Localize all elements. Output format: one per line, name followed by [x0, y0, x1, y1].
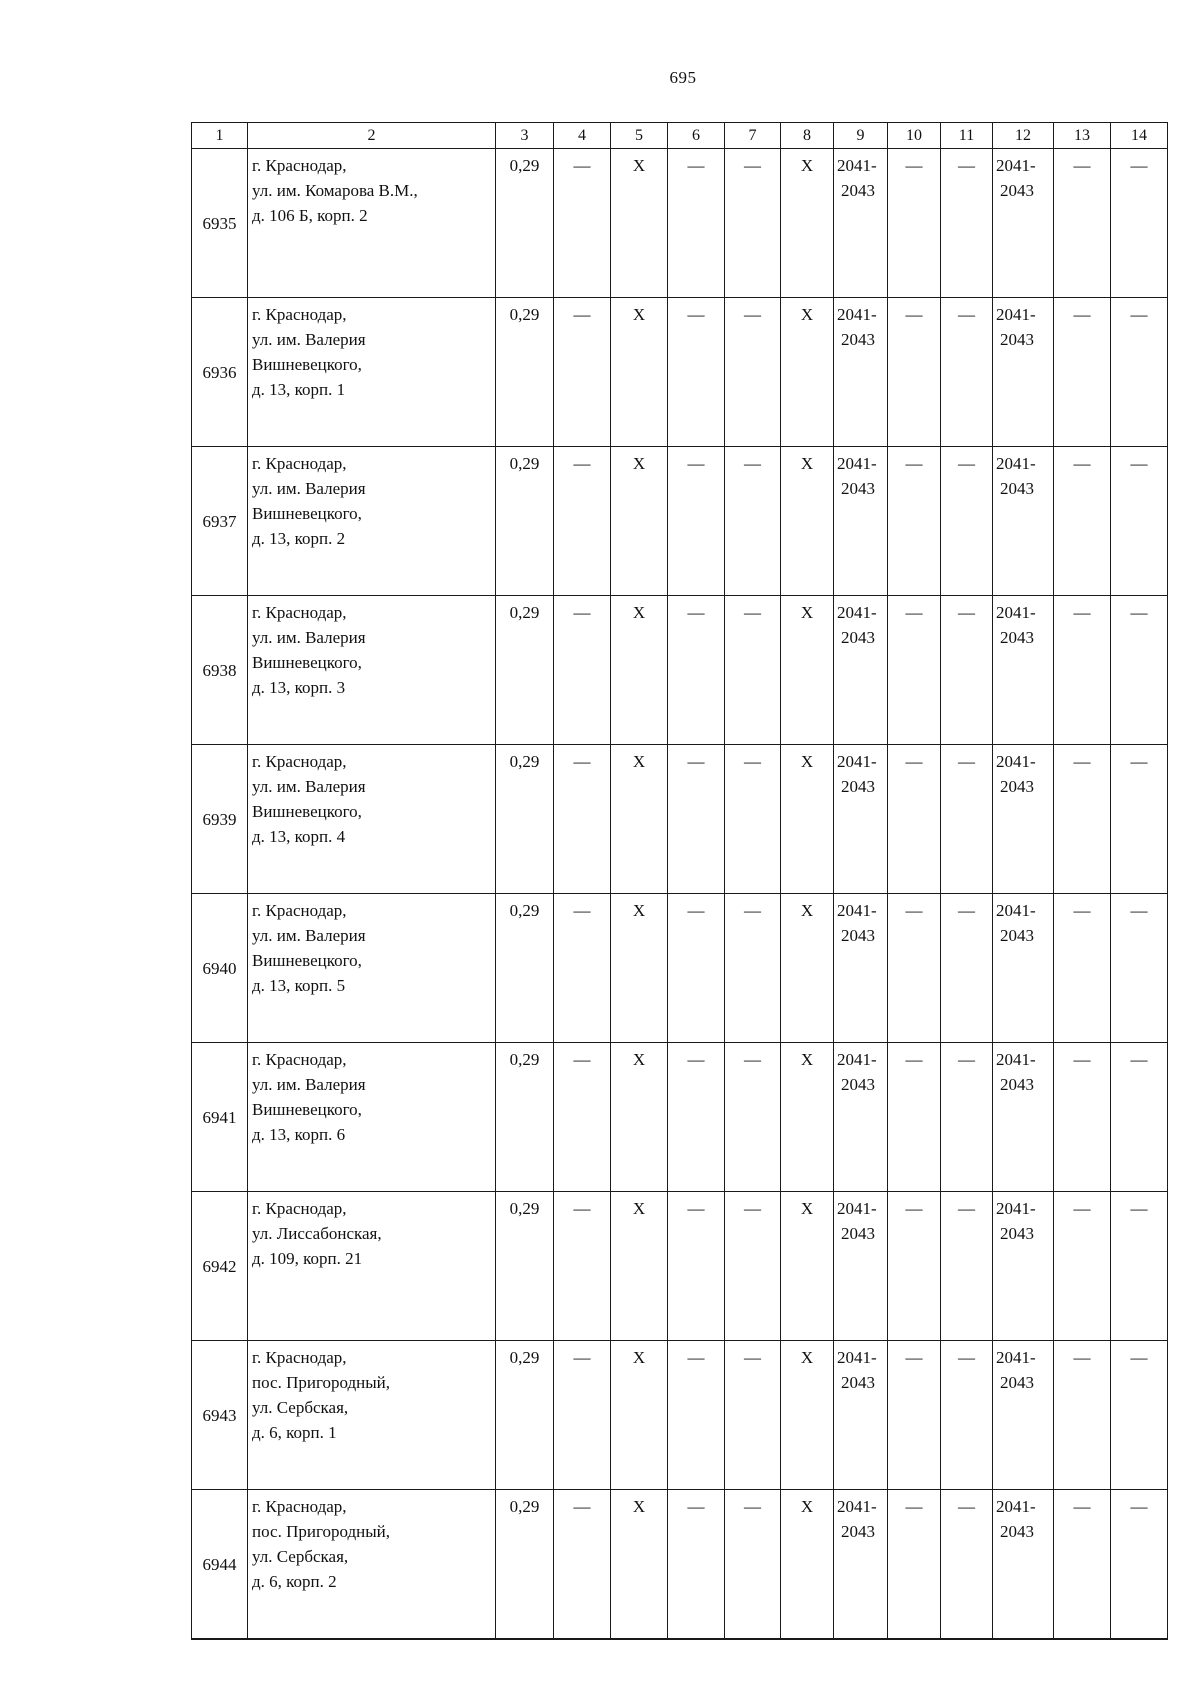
address-line: Вишневецкого,	[252, 355, 362, 374]
period-end: 2043	[841, 777, 875, 796]
address-line: д. 109, корп. 21	[252, 1249, 363, 1268]
address-line: Вишневецкого,	[252, 1100, 362, 1119]
row-number: 6936	[192, 298, 248, 447]
column-header-7: 7	[725, 123, 781, 149]
cell-c8: Х	[781, 447, 834, 596]
cell-c5: Х	[611, 745, 668, 894]
address-line: г. Краснодар,	[252, 305, 347, 324]
cell-c14: —	[1111, 1043, 1168, 1192]
period-cell-col9	[834, 1043, 888, 1192]
cell-c7: —	[725, 894, 781, 1043]
period-cell-col12	[993, 1490, 1054, 1640]
cell-c3: 0,29	[496, 745, 554, 894]
table-row	[192, 1490, 1168, 1640]
cell-c7: —	[725, 1341, 781, 1490]
period-start: 2041-	[996, 603, 1036, 622]
column-header-4: 4	[554, 123, 611, 149]
table-row	[192, 298, 1168, 447]
address-line: д. 13, корп. 1	[252, 380, 346, 399]
cell-c5: Х	[611, 596, 668, 745]
period-end: 2043	[841, 479, 875, 498]
period-start: 2041-	[996, 1497, 1036, 1516]
period-start: 2041-	[837, 1497, 877, 1516]
address-line: д. 13, корп. 6	[252, 1125, 346, 1144]
cell-c11: —	[941, 1192, 993, 1341]
period-end: 2043	[1000, 479, 1034, 498]
table-row	[192, 1341, 1168, 1490]
period-cell-col9	[834, 894, 888, 1043]
cell-c5: Х	[611, 1192, 668, 1341]
cell-c11: —	[941, 447, 993, 596]
cell-c10: —	[888, 1192, 941, 1341]
period-end: 2043	[1000, 777, 1034, 796]
period-end: 2043	[1000, 1373, 1034, 1392]
row-number: 6935	[192, 149, 248, 298]
address-line: д. 6, корп. 1	[252, 1423, 337, 1442]
cell-c5: Х	[611, 1043, 668, 1192]
cell-c3: 0,29	[496, 1043, 554, 1192]
address-line: г. Краснодар,	[252, 1348, 347, 1367]
address-cell	[248, 894, 496, 1043]
period-cell-col9	[834, 1490, 888, 1640]
period-start: 2041-	[837, 1199, 877, 1218]
cell-c7: —	[725, 298, 781, 447]
address-line: д. 13, корп. 4	[252, 827, 346, 846]
period-end: 2043	[1000, 926, 1034, 945]
period-cell-col9	[834, 1192, 888, 1341]
cell-c4: —	[554, 1490, 611, 1640]
address-line: ул. Сербская,	[252, 1398, 349, 1417]
period-start: 2041-	[837, 901, 877, 920]
cell-c13: —	[1054, 596, 1111, 745]
cell-c3: 0,29	[496, 1490, 554, 1640]
table-body	[192, 123, 1168, 1640]
table-row	[192, 745, 1168, 894]
column-header-2: 2	[248, 123, 496, 149]
address-line: г. Краснодар,	[252, 752, 347, 771]
registry-table-container	[191, 122, 1167, 1640]
period-cell-col12	[993, 745, 1054, 894]
period-cell-col9	[834, 149, 888, 298]
column-header-13: 13	[1054, 123, 1111, 149]
address-line: д. 6, корп. 2	[252, 1572, 337, 1591]
cell-c14: —	[1111, 894, 1168, 1043]
address-line: г. Краснодар,	[252, 1050, 347, 1069]
period-start: 2041-	[837, 752, 877, 771]
cell-c4: —	[554, 596, 611, 745]
period-cell-col9	[834, 1341, 888, 1490]
period-cell-col12	[993, 447, 1054, 596]
period-start: 2041-	[996, 454, 1036, 473]
cell-c14: —	[1111, 596, 1168, 745]
cell-c7: —	[725, 1043, 781, 1192]
period-start: 2041-	[837, 1348, 877, 1367]
period-start: 2041-	[837, 454, 877, 473]
address-line: г. Краснодар,	[252, 156, 347, 175]
period-start: 2041-	[837, 603, 877, 622]
address-cell	[248, 596, 496, 745]
period-start: 2041-	[837, 1050, 877, 1069]
cell-c7: —	[725, 149, 781, 298]
period-cell-col12	[993, 1341, 1054, 1490]
cell-c4: —	[554, 447, 611, 596]
period-cell-col9	[834, 298, 888, 447]
cell-c6: —	[668, 1043, 725, 1192]
column-header-5: 5	[611, 123, 668, 149]
cell-c8: Х	[781, 596, 834, 745]
address-line: Вишневецкого,	[252, 951, 362, 970]
cell-c13: —	[1054, 1192, 1111, 1341]
cell-c11: —	[941, 149, 993, 298]
period-start: 2041-	[996, 305, 1036, 324]
column-header-11: 11	[941, 123, 993, 149]
cell-c7: —	[725, 447, 781, 596]
cell-c11: —	[941, 596, 993, 745]
table-row	[192, 447, 1168, 596]
address-line: ул. им. Комарова В.М.,	[252, 181, 418, 200]
cell-c10: —	[888, 745, 941, 894]
cell-c14: —	[1111, 1192, 1168, 1341]
period-cell-col12	[993, 149, 1054, 298]
address-line: ул. им. Валерия	[252, 777, 366, 796]
cell-c11: —	[941, 1043, 993, 1192]
row-number: 6942	[192, 1192, 248, 1341]
address-cell	[248, 1490, 496, 1640]
cell-c5: Х	[611, 149, 668, 298]
row-number: 6940	[192, 894, 248, 1043]
period-start: 2041-	[996, 1199, 1036, 1218]
cell-c10: —	[888, 1490, 941, 1640]
address-line: ул. Лиссабонская,	[252, 1224, 382, 1243]
column-header-1: 1	[192, 123, 248, 149]
period-start: 2041-	[996, 1050, 1036, 1069]
period-cell-col12	[993, 1043, 1054, 1192]
address-cell	[248, 149, 496, 298]
cell-c10: —	[888, 1043, 941, 1192]
period-end: 2043	[841, 1522, 875, 1541]
header-row	[192, 123, 1168, 149]
period-end: 2043	[1000, 330, 1034, 349]
cell-c11: —	[941, 1341, 993, 1490]
cell-c8: Х	[781, 1490, 834, 1640]
cell-c5: Х	[611, 894, 668, 1043]
address-line: г. Краснодар,	[252, 454, 347, 473]
period-end: 2043	[841, 1224, 875, 1243]
address-line: г. Краснодар,	[252, 1497, 347, 1516]
cell-c6: —	[668, 894, 725, 1043]
cell-c13: —	[1054, 1490, 1111, 1640]
column-header-3: 3	[496, 123, 554, 149]
period-end: 2043	[1000, 1522, 1034, 1541]
cell-c10: —	[888, 1341, 941, 1490]
address-line: Вишневецкого,	[252, 802, 362, 821]
period-start: 2041-	[996, 156, 1036, 175]
cell-c3: 0,29	[496, 894, 554, 1043]
address-line: Вишневецкого,	[252, 504, 362, 523]
cell-c10: —	[888, 298, 941, 447]
period-start: 2041-	[837, 305, 877, 324]
cell-c11: —	[941, 745, 993, 894]
cell-c10: —	[888, 894, 941, 1043]
address-line: д. 13, корп. 3	[252, 678, 346, 697]
row-number: 6943	[192, 1341, 248, 1490]
cell-c5: Х	[611, 1490, 668, 1640]
cell-c5: Х	[611, 447, 668, 596]
column-header-6: 6	[668, 123, 725, 149]
address-line: ул. им. Валерия	[252, 926, 366, 945]
address-line: Вишневецкого,	[252, 653, 362, 672]
period-start: 2041-	[996, 752, 1036, 771]
address-line: д. 106 Б, корп. 2	[252, 206, 368, 225]
period-end: 2043	[841, 181, 875, 200]
cell-c4: —	[554, 745, 611, 894]
address-cell	[248, 1341, 496, 1490]
address-line: г. Краснодар,	[252, 1199, 347, 1218]
period-end: 2043	[841, 330, 875, 349]
address-line: пос. Пригородный,	[252, 1373, 391, 1392]
column-header-8: 8	[781, 123, 834, 149]
cell-c13: —	[1054, 1341, 1111, 1490]
cell-c14: —	[1111, 298, 1168, 447]
cell-c3: 0,29	[496, 298, 554, 447]
cell-c7: —	[725, 745, 781, 894]
cell-c8: Х	[781, 149, 834, 298]
cell-c13: —	[1054, 894, 1111, 1043]
address-line: д. 13, корп. 2	[252, 529, 346, 548]
address-line: г. Краснодар,	[252, 603, 347, 622]
period-start: 2041-	[837, 156, 877, 175]
table-row	[192, 894, 1168, 1043]
period-end: 2043	[1000, 1075, 1034, 1094]
address-line: ул. Сербская,	[252, 1547, 349, 1566]
address-line: ул. им. Валерия	[252, 479, 366, 498]
cell-c8: Х	[781, 1192, 834, 1341]
cell-c7: —	[725, 1490, 781, 1640]
period-end: 2043	[841, 1373, 875, 1392]
cell-c3: 0,29	[496, 596, 554, 745]
cell-c5: Х	[611, 1341, 668, 1490]
cell-c3: 0,29	[496, 1341, 554, 1490]
cell-c6: —	[668, 1490, 725, 1640]
cell-c11: —	[941, 1490, 993, 1640]
address-line: ул. им. Валерия	[252, 628, 366, 647]
period-end: 2043	[1000, 628, 1034, 647]
cell-c13: —	[1054, 1043, 1111, 1192]
period-start: 2041-	[996, 901, 1036, 920]
cell-c14: —	[1111, 1341, 1168, 1490]
registry-table	[191, 122, 1168, 1640]
cell-c3: 0,29	[496, 149, 554, 298]
column-header-10: 10	[888, 123, 941, 149]
row-number: 6939	[192, 745, 248, 894]
cell-c10: —	[888, 596, 941, 745]
table-row	[192, 596, 1168, 745]
cell-c4: —	[554, 1341, 611, 1490]
cell-c10: —	[888, 149, 941, 298]
address-line: ул. им. Валерия	[252, 330, 366, 349]
cell-c6: —	[668, 745, 725, 894]
page-number: 695	[669, 68, 697, 87]
cell-c6: —	[668, 149, 725, 298]
table-row	[192, 1043, 1168, 1192]
column-header-9: 9	[834, 123, 888, 149]
cell-c6: —	[668, 596, 725, 745]
period-end: 2043	[841, 926, 875, 945]
row-number: 6941	[192, 1043, 248, 1192]
cell-c10: —	[888, 447, 941, 596]
cell-c4: —	[554, 1043, 611, 1192]
address-cell	[248, 298, 496, 447]
row-number: 6944	[192, 1490, 248, 1640]
period-cell-col12	[993, 894, 1054, 1043]
address-cell	[248, 745, 496, 894]
cell-c8: Х	[781, 298, 834, 447]
cell-c13: —	[1054, 149, 1111, 298]
cell-c11: —	[941, 298, 993, 447]
address-line: пос. Пригородный,	[252, 1522, 391, 1541]
cell-c4: —	[554, 894, 611, 1043]
row-number: 6937	[192, 447, 248, 596]
cell-c6: —	[668, 1341, 725, 1490]
cell-c14: —	[1111, 447, 1168, 596]
period-end: 2043	[1000, 181, 1034, 200]
column-header-12: 12	[993, 123, 1054, 149]
cell-c7: —	[725, 596, 781, 745]
cell-c13: —	[1054, 745, 1111, 894]
period-end: 2043	[1000, 1224, 1034, 1243]
cell-c3: 0,29	[496, 1192, 554, 1341]
cell-c11: —	[941, 894, 993, 1043]
cell-c8: Х	[781, 745, 834, 894]
cell-c3: 0,29	[496, 447, 554, 596]
cell-c13: —	[1054, 447, 1111, 596]
period-end: 2043	[841, 1075, 875, 1094]
address-line: г. Краснодар,	[252, 901, 347, 920]
period-cell-col9	[834, 447, 888, 596]
address-cell	[248, 1043, 496, 1192]
cell-c8: Х	[781, 1043, 834, 1192]
address-cell	[248, 1192, 496, 1341]
cell-c6: —	[668, 447, 725, 596]
period-cell-col9	[834, 745, 888, 894]
cell-c5: Х	[611, 298, 668, 447]
period-cell-col12	[993, 1192, 1054, 1341]
cell-c14: —	[1111, 745, 1168, 894]
address-line: ул. им. Валерия	[252, 1075, 366, 1094]
period-cell-col12	[993, 298, 1054, 447]
cell-c4: —	[554, 298, 611, 447]
cell-c4: —	[554, 1192, 611, 1341]
table-row	[192, 1192, 1168, 1341]
cell-c6: —	[668, 1192, 725, 1341]
cell-c8: Х	[781, 894, 834, 1043]
row-number: 6938	[192, 596, 248, 745]
cell-c6: —	[668, 298, 725, 447]
cell-c7: —	[725, 1192, 781, 1341]
cell-c14: —	[1111, 149, 1168, 298]
column-header-14: 14	[1111, 123, 1168, 149]
cell-c13: —	[1054, 298, 1111, 447]
period-end: 2043	[841, 628, 875, 647]
table-row	[192, 149, 1168, 298]
period-start: 2041-	[996, 1348, 1036, 1367]
address-line: д. 13, корп. 5	[252, 976, 346, 995]
cell-c8: Х	[781, 1341, 834, 1490]
cell-c4: —	[554, 149, 611, 298]
address-cell	[248, 447, 496, 596]
period-cell-col9	[834, 596, 888, 745]
period-cell-col12	[993, 596, 1054, 745]
cell-c14: —	[1111, 1490, 1168, 1640]
